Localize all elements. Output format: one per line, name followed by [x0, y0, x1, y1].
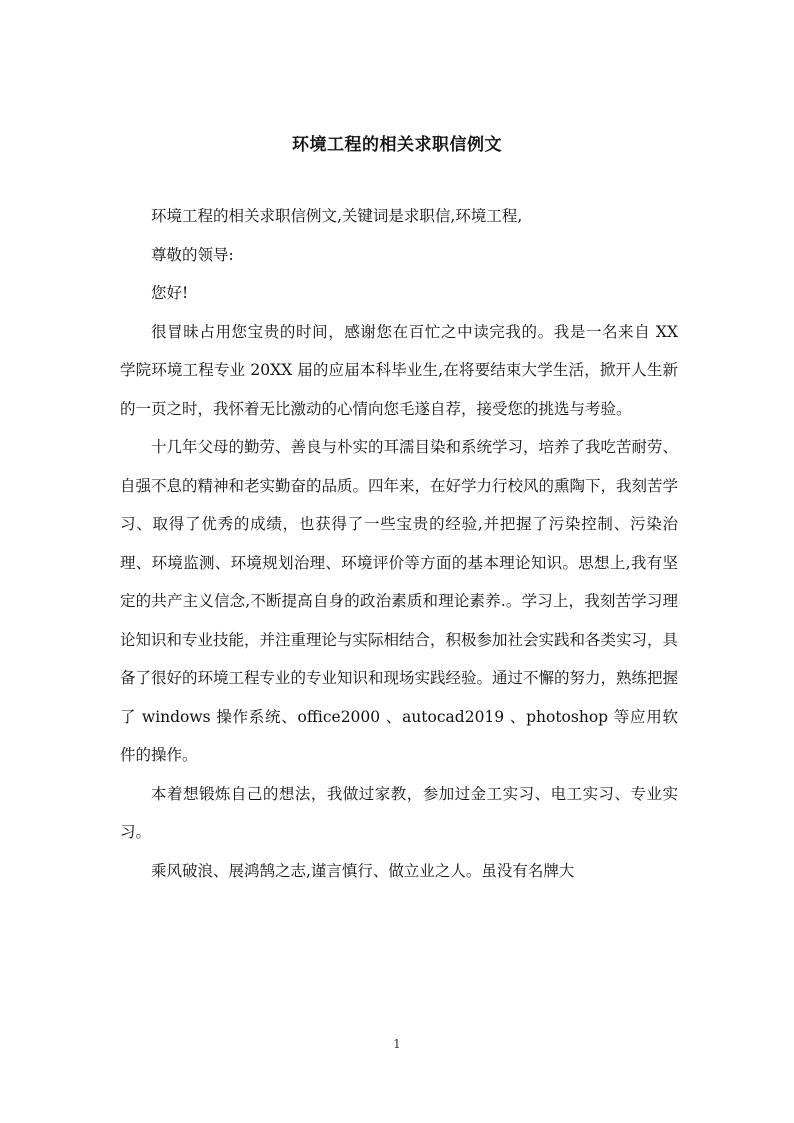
paragraph-salutation: 尊敬的领导:	[151, 245, 234, 264]
page-number: 1	[393, 1037, 401, 1051]
paragraph-introduction: 很冒昧占用您宝贵的时间，感谢您在百忙之中读完我的。我是一名来自 XX 学院环境工程专业 20XX 届的应届本科毕业生,在将要结束大学生活，掀开人生新的一页之时，我怀着无比激动的心情向您毛遂自荐，接受您的挑选与考验。	[120, 322, 678, 418]
paragraph-closing-start: 乘风破浪、展鸿鹄之志,谨言慎行、做立业之人。虽没有名牌大	[151, 861, 575, 880]
document-body	[120, 197, 678, 890]
document-title: 环境工程的相关求职信例文	[292, 135, 502, 155]
paragraph-greeting: 您好!	[151, 284, 189, 302]
paragraph-practice: 本着想锻炼自己的想法，我做过家教，参加过金工实习、电工实习、专业实习。	[120, 784, 678, 841]
paragraph-education: 十几年父母的勤劳、善良与朴实的耳濡目染和系统学习，培养了我吃苦耐劳、自强不息的精神和老实勤奋的品质。四年来，在好学力行校风的熏陶下，我刻苦学习、取得了优秀的成绩，也获得了一些宝贵的经验,并把握了污染控制、污染治理、环境监测、环境规划治理、环境评价等方面的基本理论知识。思想上,我有坚定的共产主义信念,不断提高自身的政治素质和理论素养.。学习上，我刻苦学习理论知识和专业技能，并注重理论与实际相结合，积极参加社会实践和各类实习，具备了很好的环境工程专业的专业知识和现场实践经验。通过不懈的努力，熟练把握了 windows 操作系统、office2000 、autocad2019 、photoshop 等应用软件的操作。	[120, 438, 679, 764]
paragraph-intro: 环境工程的相关求职信例文,关键词是求职信,环境工程,	[151, 207, 523, 225]
